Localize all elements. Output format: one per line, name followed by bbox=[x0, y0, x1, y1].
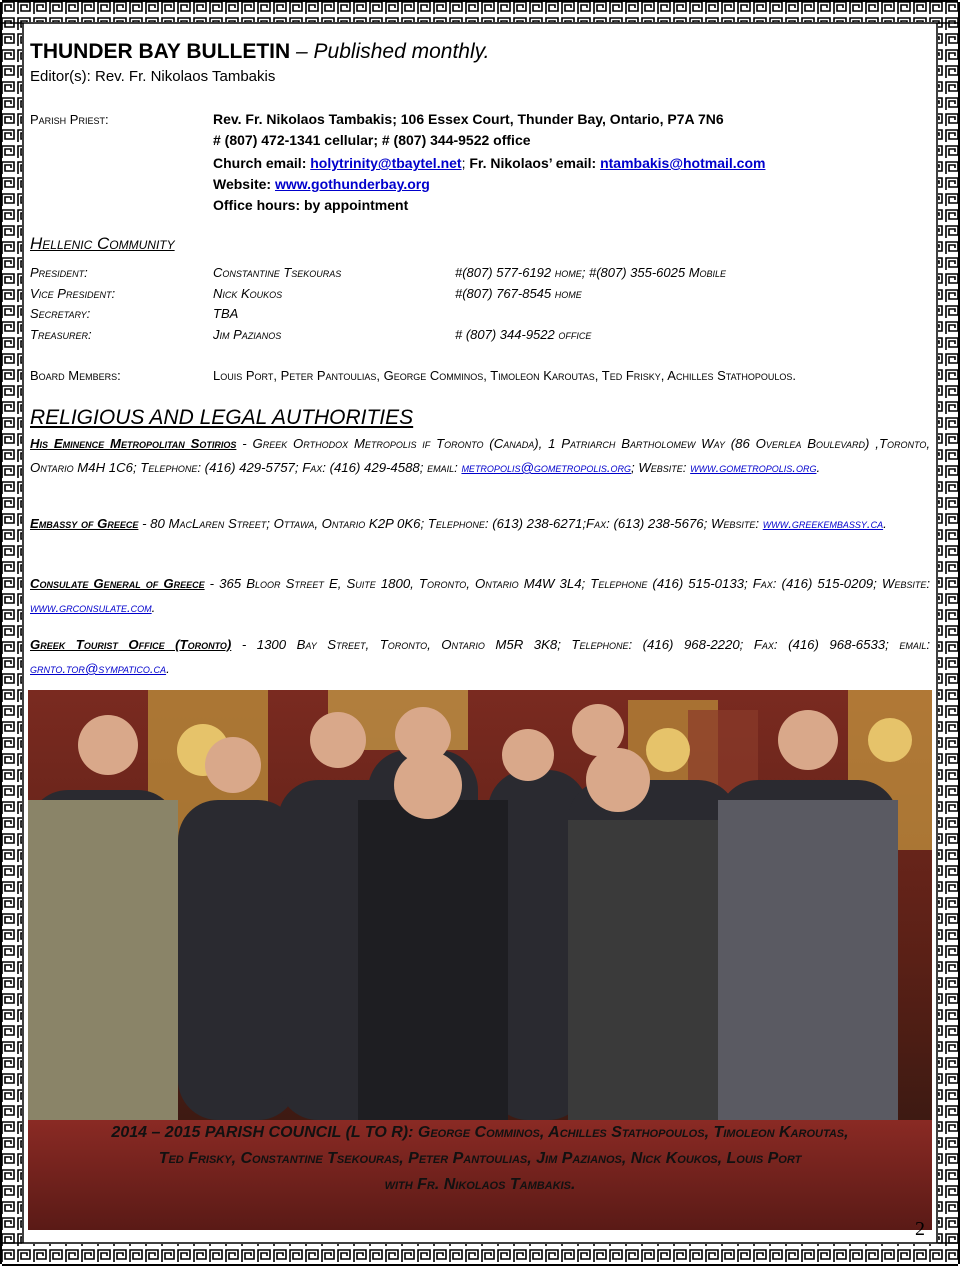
embassy-text: - 80 MacLaren Street; Ottawa, Ontario K2P 0K6; Telephone: (613) 238-6271;Fax: (613) 238-5676; Website: bbox=[138, 516, 763, 531]
officer-role: President: bbox=[30, 265, 88, 280]
metropolis-email-link[interactable]: metropolis@gometropolis.org bbox=[461, 460, 632, 475]
priest-email-label: Fr. Nikolaos’ email: bbox=[469, 155, 601, 171]
page-number: 2 bbox=[915, 1218, 925, 1240]
caption-lead: 2014 – 2015 PARISH COUNCIL (L TO R): bbox=[111, 1124, 418, 1141]
hellenic-community-heading: Hellenic Community bbox=[30, 234, 175, 253]
officer-name: Jim Pazianos bbox=[213, 327, 282, 342]
caption-line-1 bbox=[28, 1120, 932, 1146]
board-members-label: Board Members: bbox=[30, 368, 121, 383]
priest-email-link[interactable]: ntambakis@hotmail.com bbox=[600, 155, 766, 171]
officer-name: TBA bbox=[213, 306, 239, 321]
bulletin-name: THUNDER BAY BULLETIN bbox=[30, 40, 291, 63]
consulate-website-link[interactable]: www.grconsulate.com bbox=[30, 600, 152, 615]
officer-phone: #(807) 577-6192 home; #(807) 355-6025 Mobile bbox=[455, 265, 727, 280]
officer-phone: # (807) 344-9522 office bbox=[455, 327, 592, 342]
metropolis-website-link[interactable]: www.gometropolis.org bbox=[690, 460, 817, 475]
caption-names-1: George Comminos, Achilles Stathopoulos, Timoleon Karoutas, bbox=[417, 1124, 849, 1141]
consulate-end: . bbox=[151, 600, 156, 615]
caption-line-2: Ted Frisky, Constantine Tsekouras, Peter Pantoulias, Jim Pazianos, Nick Koukos, Louis Port bbox=[158, 1150, 802, 1167]
parish-priest-label: Parish Priest: bbox=[30, 112, 109, 127]
caption-line-3: with Fr. Nikolaos Tambakis. bbox=[384, 1176, 576, 1193]
metropolis-end: . bbox=[816, 460, 821, 475]
tourist-office-end: . bbox=[166, 661, 170, 676]
officer-role: Secretary: bbox=[30, 306, 91, 321]
tourist-office-email-link[interactable]: grnto.tor@sympatico.ca bbox=[30, 661, 167, 676]
metropolis-heading: His Eminence Metropolitan Sotirios bbox=[30, 436, 237, 451]
authorities-heading: RELIGIOUS AND LEGAL AUTHORITIES bbox=[30, 406, 414, 429]
consulate-heading: Consulate General of Greece bbox=[30, 576, 205, 591]
tourist-office-entry bbox=[30, 633, 930, 681]
priest-phones: # (807) 472-1341 cellular; # (807) 344-9522 office bbox=[213, 132, 531, 148]
email-separator: ; bbox=[461, 155, 470, 171]
website-label: Website: bbox=[213, 176, 275, 192]
board-members-list: Louis Port, Peter Pantoulias, George Comminos, Timoleon Karoutas, Ted Frisky, Achilles Stathopoulos. bbox=[213, 368, 797, 383]
tourist-office-heading: Greek Tourist Office (Toronto) bbox=[30, 637, 232, 652]
embassy-entry bbox=[30, 512, 930, 536]
bulletin-title bbox=[30, 40, 489, 64]
metropolis-text: - Greek Orthodox Metropolis if Toronto (Canada), 1 Patriarch Bartholomew Way (86 Overlea Boulevard) ,Toronto, Ontario M4H 1C6; Telephone: (416) 429-5757; Fax: (416) 429-4588; email: bbox=[30, 436, 930, 475]
officer-name: Nick Koukos bbox=[213, 286, 283, 301]
metropolis-entry bbox=[30, 432, 930, 480]
embassy-website-link[interactable]: www.greekembassy.ca bbox=[762, 516, 884, 531]
officer-role: Treasurer: bbox=[30, 327, 92, 342]
officer-name: Constantine Tsekouras bbox=[213, 265, 342, 280]
metropolis-text-2: ; Website: bbox=[631, 460, 691, 475]
church-email-link[interactable]: holytrinity@tbaytel.net bbox=[310, 155, 462, 171]
photo-caption bbox=[28, 1120, 932, 1198]
website-link[interactable]: www.gothunderbay.org bbox=[274, 176, 430, 192]
consulate-text: - 365 Bloor Street E, Suite 1800, Toronto, Ontario M4W 3L4; Telephone (416) 515-0133; Fax: (416) 515-0209; Website: bbox=[204, 576, 930, 591]
embassy-heading: Embassy of Greece bbox=[30, 516, 139, 531]
church-email-label: Church email: bbox=[213, 155, 311, 171]
editor-line: Editor(s): Rev. Fr. Nikolaos Tambakis bbox=[30, 68, 276, 85]
emails-line bbox=[213, 155, 765, 171]
priest-address: Rev. Fr. Nikolaos Tambakis; 106 Essex Court, Thunder Bay, Ontario, P7A 7N6 bbox=[213, 111, 724, 127]
officer-role: Vice President: bbox=[30, 286, 116, 301]
website-line bbox=[213, 176, 430, 192]
embassy-end: . bbox=[883, 516, 887, 531]
published-note: – Published monthly. bbox=[296, 40, 490, 63]
officer-phone: #(807) 767-8545 home bbox=[455, 286, 582, 301]
consulate-entry bbox=[30, 572, 930, 620]
office-hours: Office hours: by appointment bbox=[213, 197, 409, 213]
tourist-office-text: - 1300 Bay Street, Toronto, Ontario M5R 3K8; Telephone: (416) 968-2220; Fax: (416) 968-6533; email: bbox=[231, 637, 930, 652]
